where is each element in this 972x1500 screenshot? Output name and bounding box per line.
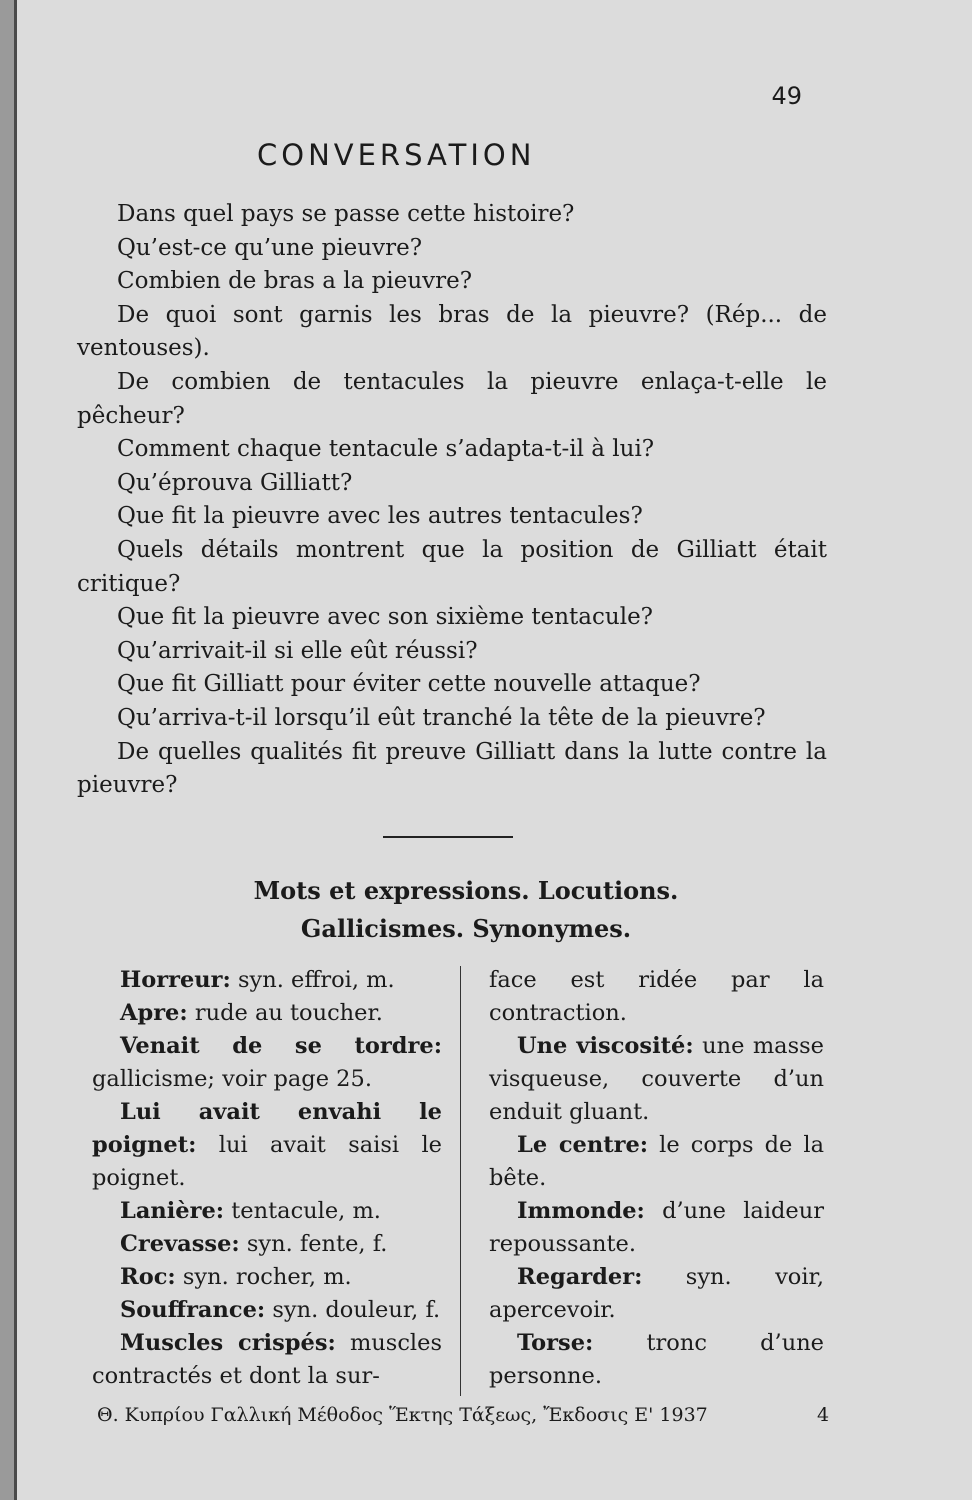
- vocab-entry: [92, 1261, 442, 1294]
- question: Qu’est-ce qu’une pieuvre?: [117, 234, 423, 261]
- question: Dans quel pays se passe cette histoire?: [117, 201, 575, 227]
- vocab-definition: d’une laideur repoussante.: [489, 1198, 824, 1257]
- book-page: [14, 0, 972, 1500]
- vocab-definition: gallicisme; voir page 25.: [92, 1066, 372, 1092]
- vocab-definition: syn. voir, apercevoir.: [489, 1264, 824, 1323]
- vocab-term: Venait de se tordre:: [120, 1033, 442, 1059]
- vocab-term: Lui avait envahi le poignet:: [92, 1099, 442, 1158]
- vocab-term: Une viscosité:: [517, 1033, 694, 1059]
- section-title-line1: Mots et expressions. Locutions.: [253, 876, 679, 905]
- vocab-entry: [489, 1261, 824, 1327]
- vocab-column-right: [489, 964, 824, 1393]
- vocab-term: Le centre:: [517, 1132, 649, 1158]
- binding-edge: [0, 0, 14, 1500]
- question: De quelles qualités fit preuve Gilliatt dans la lutte contre la pieuvre?: [77, 738, 827, 799]
- question: Qu’arrivait-il si elle eût réussi?: [117, 637, 478, 664]
- conversation-heading: CONVERSATION: [257, 138, 536, 172]
- vocab-definition: syn. douleur, f.: [265, 1297, 441, 1323]
- vocab-definition: syn. rocher, m.: [175, 1264, 352, 1290]
- question: Combien de bras a la pieuvre?: [117, 268, 473, 295]
- question: Que fit la pieuvre avec son sixième tentacule?: [117, 604, 654, 631]
- vocab-continuation: face est ridée par la contraction.: [489, 967, 824, 1026]
- section-title-line2: Gallicismes. Synonymes.: [300, 914, 632, 943]
- column-divider: [460, 966, 461, 1396]
- vocab-entry: [92, 1294, 442, 1327]
- vocab-definition: rude au toucher.: [187, 1000, 383, 1026]
- vocab-term: Regarder:: [517, 1264, 643, 1290]
- vocab-column-left: [92, 964, 442, 1393]
- question: Comment chaque tentacule s’adapta-t-il à lui?: [117, 436, 655, 463]
- vocab-definition: syn. effroi, m.: [230, 967, 395, 993]
- vocab-term: Apre:: [120, 1000, 188, 1026]
- vocab-entry: [489, 1327, 824, 1393]
- question: Que fit la pieuvre avec les autres tentacules?: [117, 503, 643, 530]
- vocab-term: Muscles crispés:: [120, 1330, 336, 1356]
- vocab-entry: [92, 1195, 442, 1228]
- vocab-definition: lui avait saisi le poignet.: [92, 1132, 442, 1191]
- vocab-term: Immonde:: [517, 1198, 645, 1224]
- vocab-entry: [92, 964, 442, 997]
- vocab-entry: [92, 997, 442, 1030]
- vocab-definition: une masse visqueuse, couverte d’un enduit gluant.: [489, 1033, 824, 1125]
- vocab-term: Roc:: [120, 1264, 176, 1290]
- question: De quoi sont garnis les bras de la pieuvre? (Rép... de ventouses).: [77, 301, 827, 362]
- vocab-entry: [489, 1195, 824, 1261]
- vocab-definition: syn. fente, f.: [239, 1231, 388, 1257]
- vocab-term: Horreur:: [120, 967, 231, 993]
- vocab-definition: muscles contractés et dont la sur-: [92, 1330, 442, 1389]
- vocab-definition: le corps de la bête.: [489, 1132, 824, 1191]
- vocab-term: Lanière:: [120, 1198, 225, 1224]
- question: Quels détails montrent que la position de Gilliatt était critique?: [77, 536, 827, 597]
- vocab-definition: tronc d’une personne.: [489, 1330, 824, 1389]
- question: Que fit Gilliatt pour éviter cette nouvelle attaque?: [117, 671, 701, 698]
- page-footer: Θ. Κυπρίου Γαλλική Μέθοδος Ἕκτης Τάξεως, Ἔκδοσις Ε' 1937: [97, 1404, 708, 1426]
- question: Qu’arriva-t-il lorsqu’il eût tranché la tête de la pieuvre?: [117, 704, 766, 731]
- signature-mark: 4: [817, 1404, 830, 1426]
- vocab-term: Souffrance:: [120, 1297, 266, 1323]
- vocab-entry: [92, 1096, 442, 1195]
- vocab-definition: tentacule, m.: [224, 1198, 381, 1224]
- question-list: [77, 198, 827, 803]
- question: Qu’éprouva Gilliatt?: [117, 469, 353, 496]
- vocab-entry: [92, 1030, 442, 1096]
- page-number: 49: [771, 82, 802, 110]
- vocab-entry: [489, 1030, 824, 1129]
- vocab-entry: [489, 1129, 824, 1195]
- vocab-entry: [92, 1228, 442, 1261]
- vocab-entry: [92, 1327, 442, 1393]
- vocab-term: Torse:: [517, 1330, 594, 1356]
- section-divider: [383, 836, 513, 838]
- vocab-term: Crevasse:: [120, 1231, 240, 1257]
- question: De combien de tentacules la pieuvre enlaça-t-elle le pêcheur?: [77, 368, 827, 429]
